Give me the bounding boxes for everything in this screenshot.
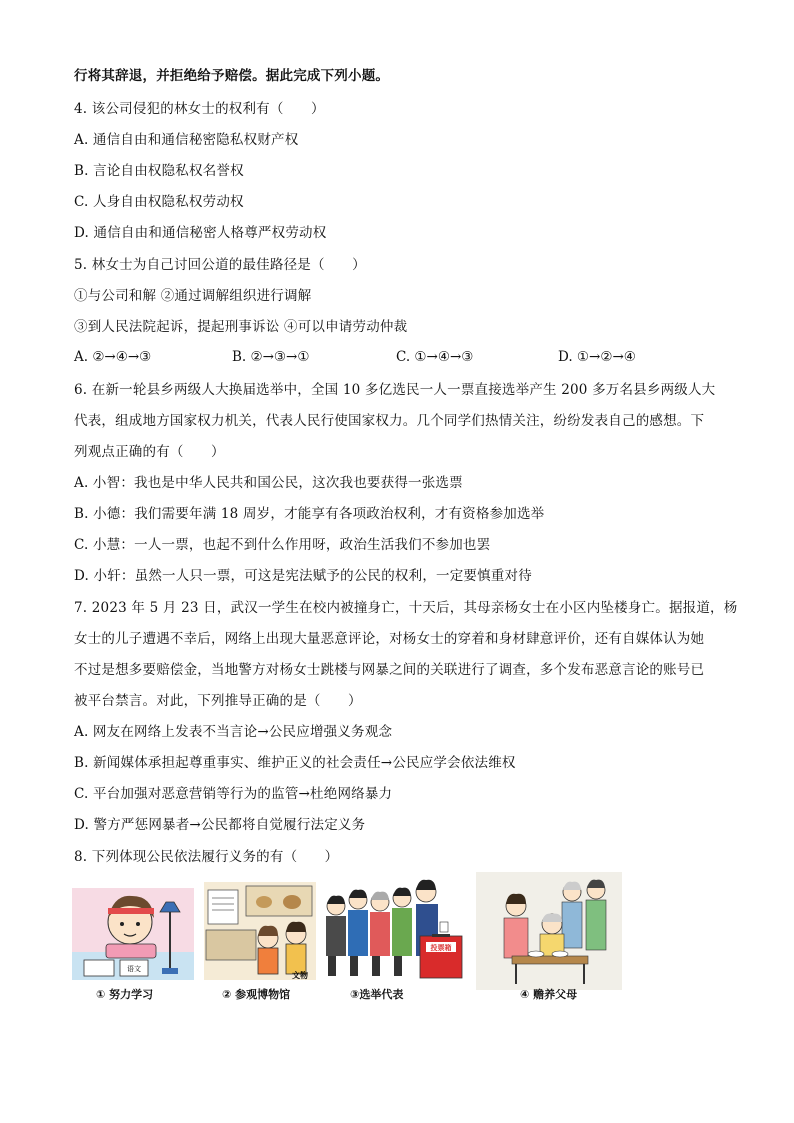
figure-supporting-parents-caption: ④ 赡养父母: [520, 988, 578, 1001]
question-4-option-d: D. 通信自由和通信秘密人格尊严权劳动权: [74, 225, 327, 241]
question-6-stem-line-1: 6. 在新一轮县乡两级人大换届选举中，全国 10 多亿选民一人一票直接选举产生 200 多万名县乡两级人大: [74, 382, 716, 398]
question-7-option-d: D. 警方严惩网暴者→公民都将自觉履行法定义务: [74, 817, 366, 833]
question-5-option-b: B. ②→③→①: [232, 349, 310, 365]
question-7-option-c: C. 平台加强对恶意营销等行为的监管→杜绝网络暴力: [74, 786, 393, 802]
question-6-option-c: C. 小慧：一人一票，也起不到什么作用呀，政治生活我们不参加也罢: [74, 537, 491, 553]
question-6-option-d: D. 小轩：虽然一人只一票，可这是宪法赋予的公民的权利，一定要慎重对待: [74, 568, 532, 584]
museum-illustration: [202, 872, 318, 984]
figure-studying: [70, 872, 196, 1007]
figure-supporting-parents: [476, 872, 622, 1007]
museum-sign-label: 文物: [292, 971, 308, 980]
question-7-stem-line-4: 被平台禁言。对此，下列推导正确的是（ ）: [74, 693, 362, 709]
question-5-option-a: A. ②→④→③: [74, 349, 152, 365]
question-4-stem: 4. 该公司侵犯的林女士的权利有（ ）: [74, 101, 325, 117]
supporting-parents-illustration: [476, 872, 622, 990]
figure-museum-caption: ② 参观博物馆: [222, 988, 291, 1001]
ballot-box-label: 投票箱: [430, 944, 452, 952]
figure-museum: [202, 872, 318, 1007]
question-6-stem-line-3: 列观点正确的有（ ）: [74, 444, 225, 460]
voting-illustration: [322, 872, 470, 984]
question-6-option-b: B. 小德：我们需要年满 18 周岁，才能享有各项政治权利，才有资格参加选举: [74, 506, 545, 522]
question-7-stem-line-2: 女士的儿子遭遇不幸后，网络上出现大量恶意评论，对杨女士的穿着和身材肆意评价，还有自媒体认为她: [74, 631, 705, 647]
question-7-stem-line-1: 7. 2023 年 5 月 23 日，武汉一学生在校内被撞身亡，十天后，其母亲杨女士在小区内坠楼身亡。据报道，杨: [74, 600, 738, 616]
question-5-statement-1: ①与公司和解 ②通过调解组织进行调解: [74, 288, 312, 304]
question-4-option-a: A. 通信自由和通信秘密隐私权财产权: [74, 132, 299, 148]
figure-voting: [322, 872, 470, 1007]
question-7-stem-line-3: 不过是想多要赔偿金，当地警方对杨女士跳楼与网暴之间的关联进行了调查，多个发布恶意言论的账号已: [74, 662, 705, 678]
question-8-stem: 8. 下列体现公民依法履行义务的有（ ）: [74, 849, 339, 865]
question-5-option-d: D. ①→②→④: [558, 349, 636, 365]
studying-illustration: [70, 872, 196, 984]
question-6-option-a: A. 小智：我也是中华人民共和国公民，这次我也要获得一张选票: [74, 475, 463, 491]
question-8-figures: [70, 872, 630, 1007]
figure-voting-caption: ③选举代表: [350, 988, 404, 1001]
book-label: 语文: [127, 965, 141, 973]
figure-studying-caption: ① 努力学习: [96, 988, 154, 1001]
question-7-option-b: B. 新闻媒体承担起尊重事实、维护正义的社会责任→公民应学会依法维权: [74, 755, 516, 771]
question-5-statement-2: ③到人民法院起诉，提起刑事诉讼 ④可以申请劳动仲裁: [74, 319, 408, 335]
question-4-option-c: C. 人身自由权隐私权劳动权: [74, 194, 244, 210]
intro-tail-text: 行将其辞退，并拒绝给予赔偿。据此完成下列小题。: [74, 68, 390, 84]
question-5-options: [74, 349, 714, 367]
question-4-option-b: B. 言论自由权隐私权名誉权: [74, 163, 244, 179]
question-7-option-a: A. 网友在网络上发表不当言论→公民应增强义务观念: [74, 724, 393, 740]
question-5-option-c: C. ①→④→③: [396, 349, 474, 365]
question-6-stem-line-2: 代表，组成地方国家权力机关，代表人民行使国家权力。几个同学们热情关注，纷纷发表自己的感想。下: [74, 413, 705, 429]
question-5-stem: 5. 林女士为自己讨回公道的最佳路径是（ ）: [74, 257, 366, 273]
